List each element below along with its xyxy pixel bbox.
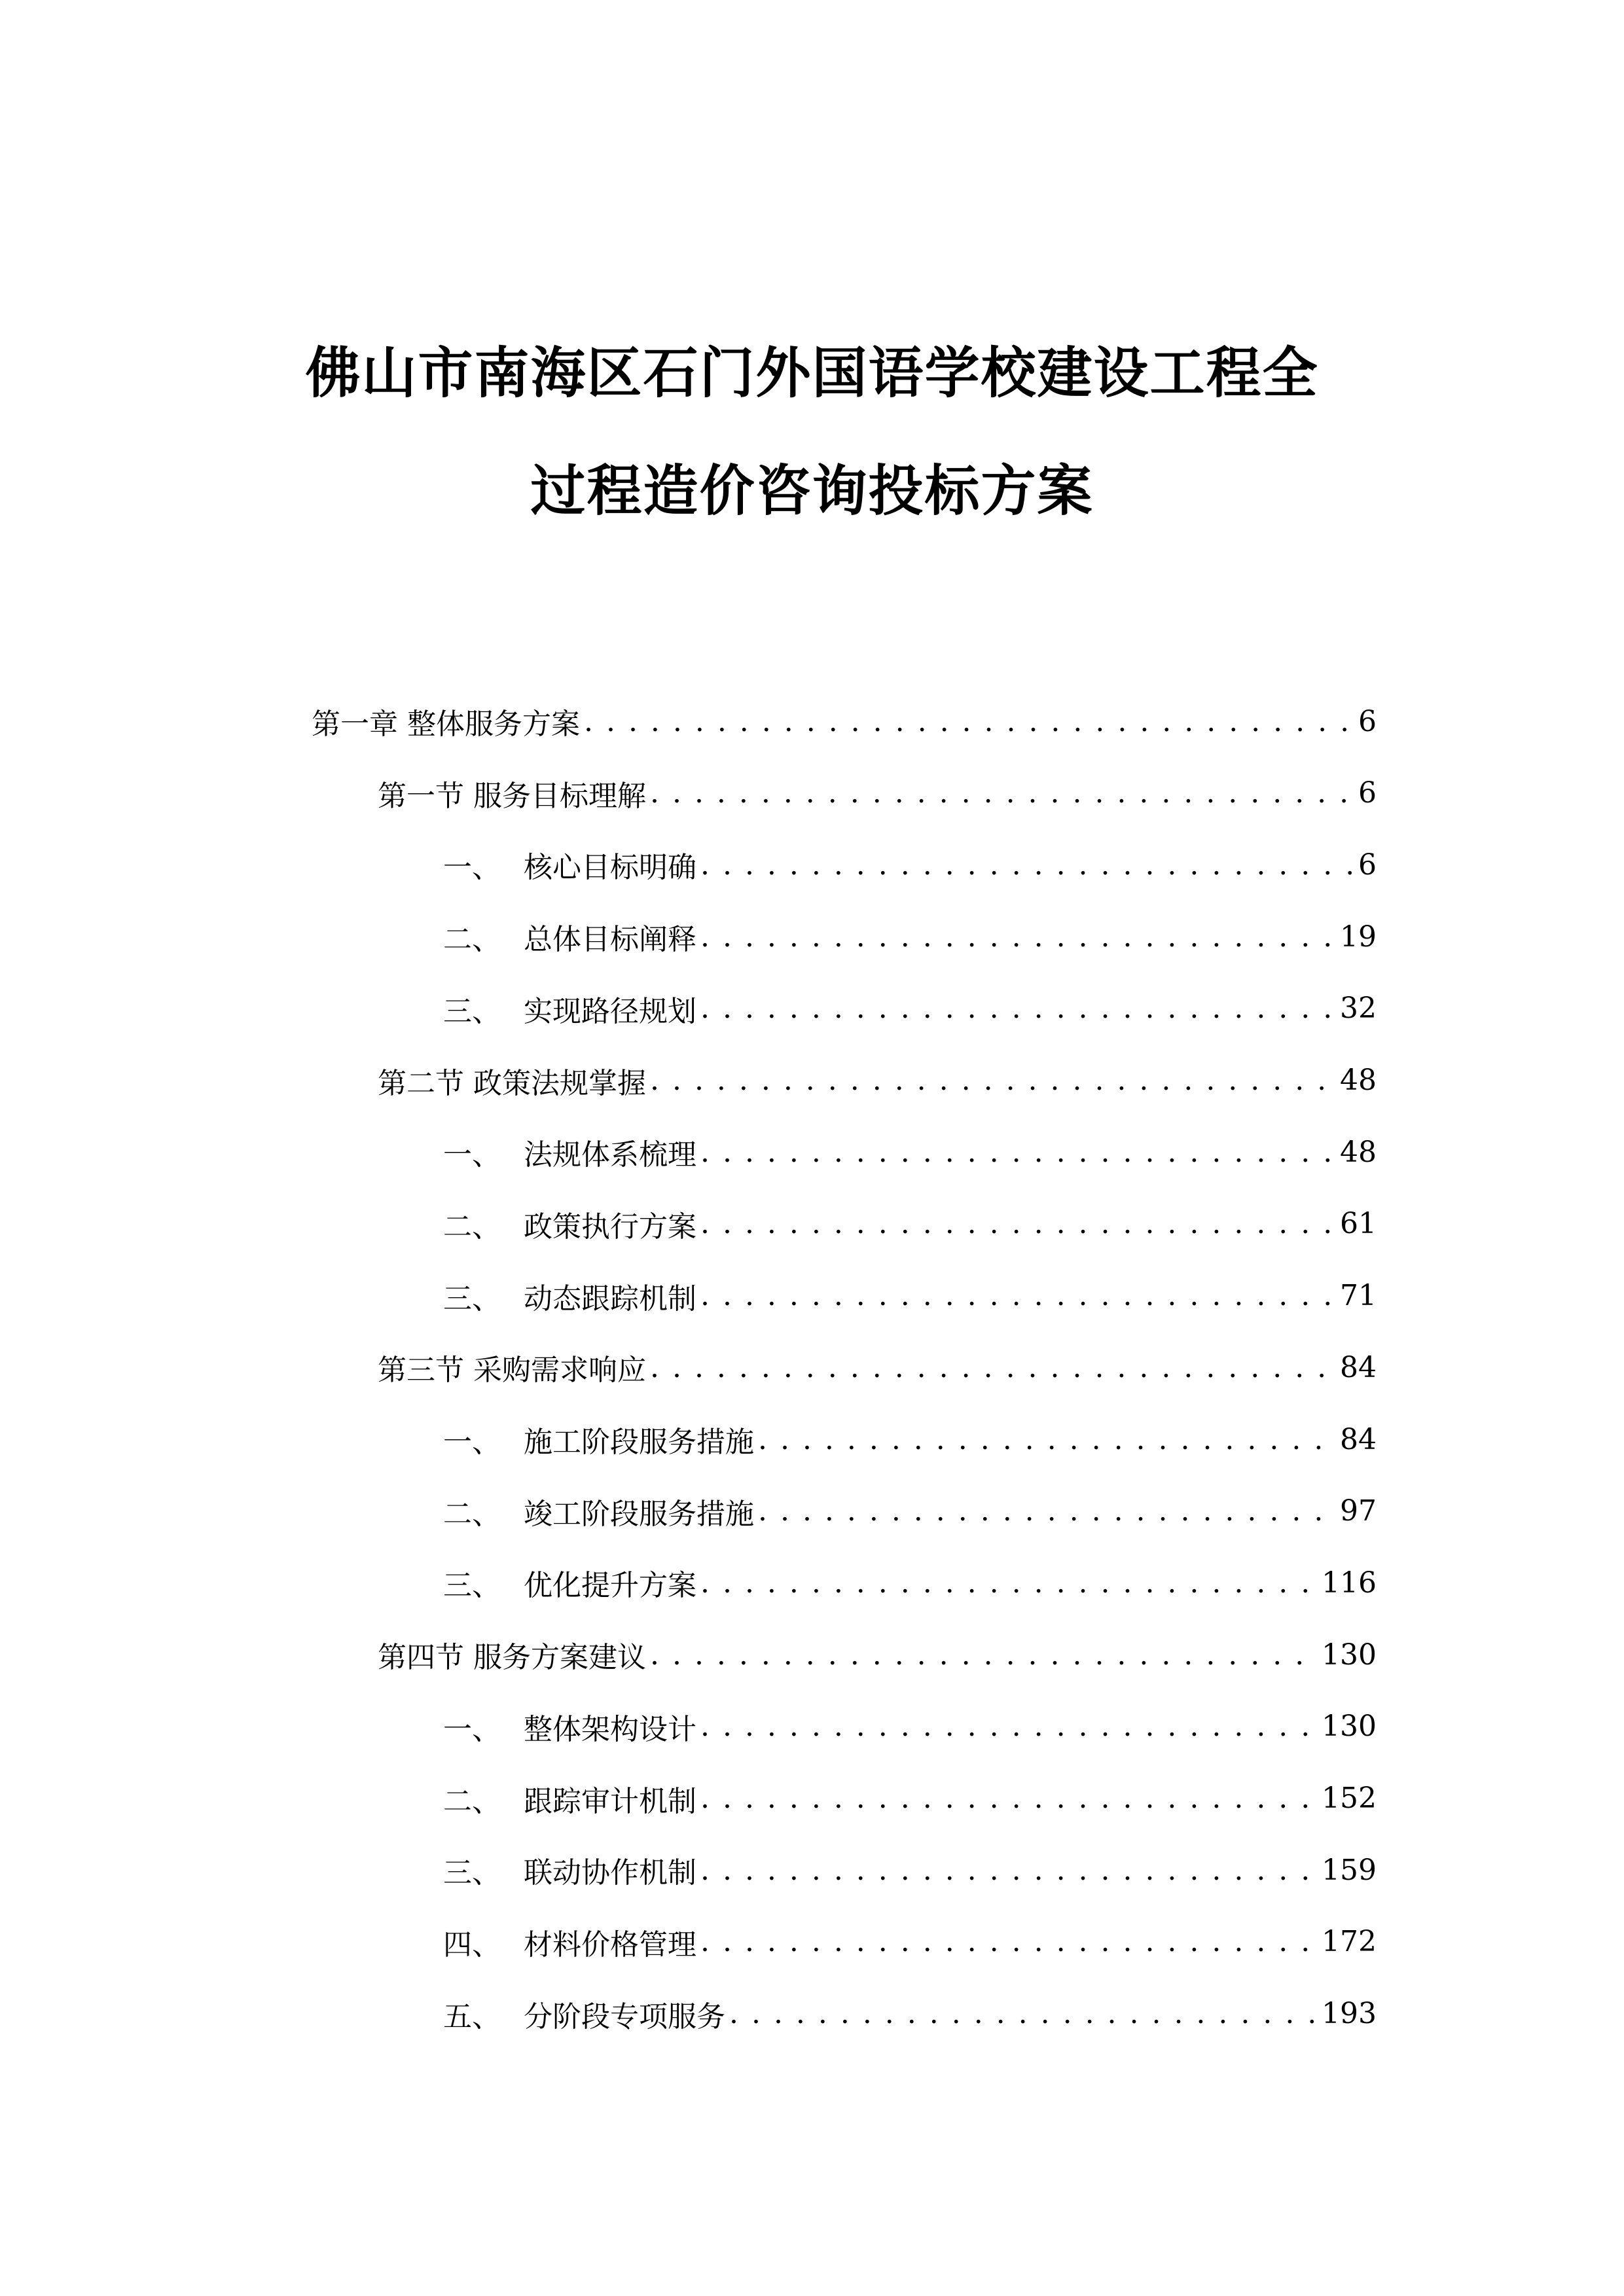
dot-leader xyxy=(729,1997,1318,2030)
toc-entry-number: 一、 xyxy=(443,1712,501,1746)
toc-entry-number: 二、 xyxy=(443,1210,501,1244)
toc-entry[interactable] xyxy=(443,841,1377,888)
toc-entry-number: 三、 xyxy=(443,1569,501,1603)
toc-entry-number: 第一节 xyxy=(378,779,464,813)
toc-entry[interactable] xyxy=(443,985,1377,1032)
document-title-line-2: 过程造价咨询投标方案 xyxy=(530,459,1094,523)
toc-entry-label: 实现路径规划 xyxy=(524,994,696,1028)
toc-entry-page-number: 71 xyxy=(1340,1279,1377,1313)
toc-entry-label: 服务目标理解 xyxy=(473,779,646,813)
toc-entry-page-number: 6 xyxy=(1358,848,1377,882)
toc-entry-number: 第二节 xyxy=(378,1066,464,1100)
toc-entry[interactable] xyxy=(443,1416,1377,1463)
toc-entry-page-number: 130 xyxy=(1322,1638,1377,1672)
document-title-line-1: 佛山市南海区石门外国语学校建设工程全 xyxy=(305,341,1319,405)
dot-leader xyxy=(650,1638,1318,1672)
toc-entry-page-number: 159 xyxy=(1322,1853,1377,1887)
toc-entry-page-number: 61 xyxy=(1340,1207,1377,1241)
toc-entry-page-number: 84 xyxy=(1340,1350,1377,1384)
dot-leader xyxy=(700,848,1354,882)
toc-entry-number: 一、 xyxy=(443,851,501,885)
dot-leader xyxy=(758,1494,1336,1528)
toc-entry-number: 二、 xyxy=(443,1497,501,1531)
toc-entry[interactable] xyxy=(443,1488,1377,1535)
toc-entry[interactable] xyxy=(312,698,1377,745)
toc-entry-page-number: 48 xyxy=(1340,1135,1377,1169)
toc-entry-label: 跟踪审计机制 xyxy=(524,1784,696,1818)
toc-entry-label: 施工阶段服务措施 xyxy=(524,1426,754,1459)
toc-entry-label: 采购需求响应 xyxy=(473,1354,646,1388)
toc-entry[interactable] xyxy=(443,1775,1377,1822)
toc-entry-page-number: 48 xyxy=(1340,1064,1377,1097)
toc-entry-page-number: 116 xyxy=(1322,1566,1377,1600)
toc-entry[interactable] xyxy=(443,1200,1377,1247)
toc-entry-number: 三、 xyxy=(443,994,501,1028)
dot-leader xyxy=(584,705,1354,738)
dot-leader xyxy=(700,1279,1336,1312)
toc-entry-number: 四、 xyxy=(443,1928,501,1962)
dot-leader xyxy=(758,1423,1336,1456)
toc-entry-label: 核心目标明确 xyxy=(524,851,696,885)
toc-entry-label: 整体服务方案 xyxy=(407,708,580,741)
toc-entry-page-number: 130 xyxy=(1322,1710,1377,1744)
toc-entry-number: 三、 xyxy=(443,1282,501,1316)
dot-leader xyxy=(650,1064,1336,1097)
toc-entry-page-number: 193 xyxy=(1322,1997,1377,2031)
toc-entry-label: 整体架构设计 xyxy=(524,1712,696,1746)
toc-entry[interactable] xyxy=(378,1057,1377,1104)
toc-entry[interactable] xyxy=(443,1703,1377,1750)
toc-entry-label: 优化提升方案 xyxy=(524,1569,696,1603)
toc-entry-page-number: 97 xyxy=(1340,1494,1377,1528)
toc-entry[interactable] xyxy=(443,1846,1377,1893)
dot-leader xyxy=(650,1351,1336,1384)
toc-entry-label: 服务方案建议 xyxy=(473,1641,646,1675)
toc-entry[interactable] xyxy=(378,1631,1377,1678)
toc-entry-page-number: 19 xyxy=(1340,920,1377,954)
toc-entry-number: 第四节 xyxy=(378,1641,464,1675)
toc-entry-number: 一、 xyxy=(443,1426,501,1459)
toc-entry-label: 联动协作机制 xyxy=(524,1856,696,1890)
dot-leader xyxy=(700,1710,1318,1743)
toc-entry[interactable] xyxy=(378,1344,1377,1391)
toc-entry-number: 第一章 xyxy=(312,708,398,741)
dot-leader xyxy=(700,1566,1318,1600)
toc-entry-page-number: 172 xyxy=(1322,1925,1377,1959)
toc-entry-page-number: 6 xyxy=(1358,776,1377,810)
toc-entry-label: 法规体系梳理 xyxy=(524,1138,696,1172)
toc-entry-page-number: 32 xyxy=(1340,992,1377,1026)
dot-leader xyxy=(700,1782,1318,1815)
toc-entry-page-number: 152 xyxy=(1322,1782,1377,1815)
toc-entry-page-number: 84 xyxy=(1340,1422,1377,1456)
dot-leader xyxy=(700,1136,1336,1169)
dot-leader xyxy=(700,920,1336,954)
dot-leader xyxy=(700,1925,1318,1958)
dot-leader xyxy=(700,1207,1336,1240)
dot-leader xyxy=(700,1854,1318,1887)
toc-entry-number: 二、 xyxy=(443,923,501,957)
toc-entry-label: 政策法规掌握 xyxy=(473,1066,646,1100)
toc-entry-number: 第三节 xyxy=(378,1354,464,1388)
toc-entry-number: 二、 xyxy=(443,1784,501,1818)
toc-entry-label: 分阶段专项服务 xyxy=(524,2000,725,2034)
toc-entry-number: 三、 xyxy=(443,1856,501,1890)
toc-entry-number: 五、 xyxy=(443,2000,501,2034)
toc-entry[interactable] xyxy=(443,913,1377,960)
toc-entry-label: 政策执行方案 xyxy=(524,1210,696,1244)
dot-leader xyxy=(700,992,1336,1025)
dot-leader xyxy=(650,776,1354,810)
toc-entry-label: 总体目标阐释 xyxy=(524,923,696,957)
toc-entry-label: 材料价格管理 xyxy=(524,1928,696,1962)
toc-entry[interactable] xyxy=(378,770,1377,817)
toc-entry-label: 竣工阶段服务措施 xyxy=(524,1497,754,1531)
toc-entry[interactable] xyxy=(443,1272,1377,1319)
toc-entry[interactable] xyxy=(443,1128,1377,1175)
toc-entry[interactable] xyxy=(443,1918,1377,1965)
toc-entry[interactable] xyxy=(443,1559,1377,1606)
toc-entry-number: 一、 xyxy=(443,1138,501,1172)
toc-entry[interactable] xyxy=(443,1990,1377,2037)
toc-entry-page-number: 6 xyxy=(1358,704,1377,738)
toc-entry-label: 动态跟踪机制 xyxy=(524,1282,696,1316)
